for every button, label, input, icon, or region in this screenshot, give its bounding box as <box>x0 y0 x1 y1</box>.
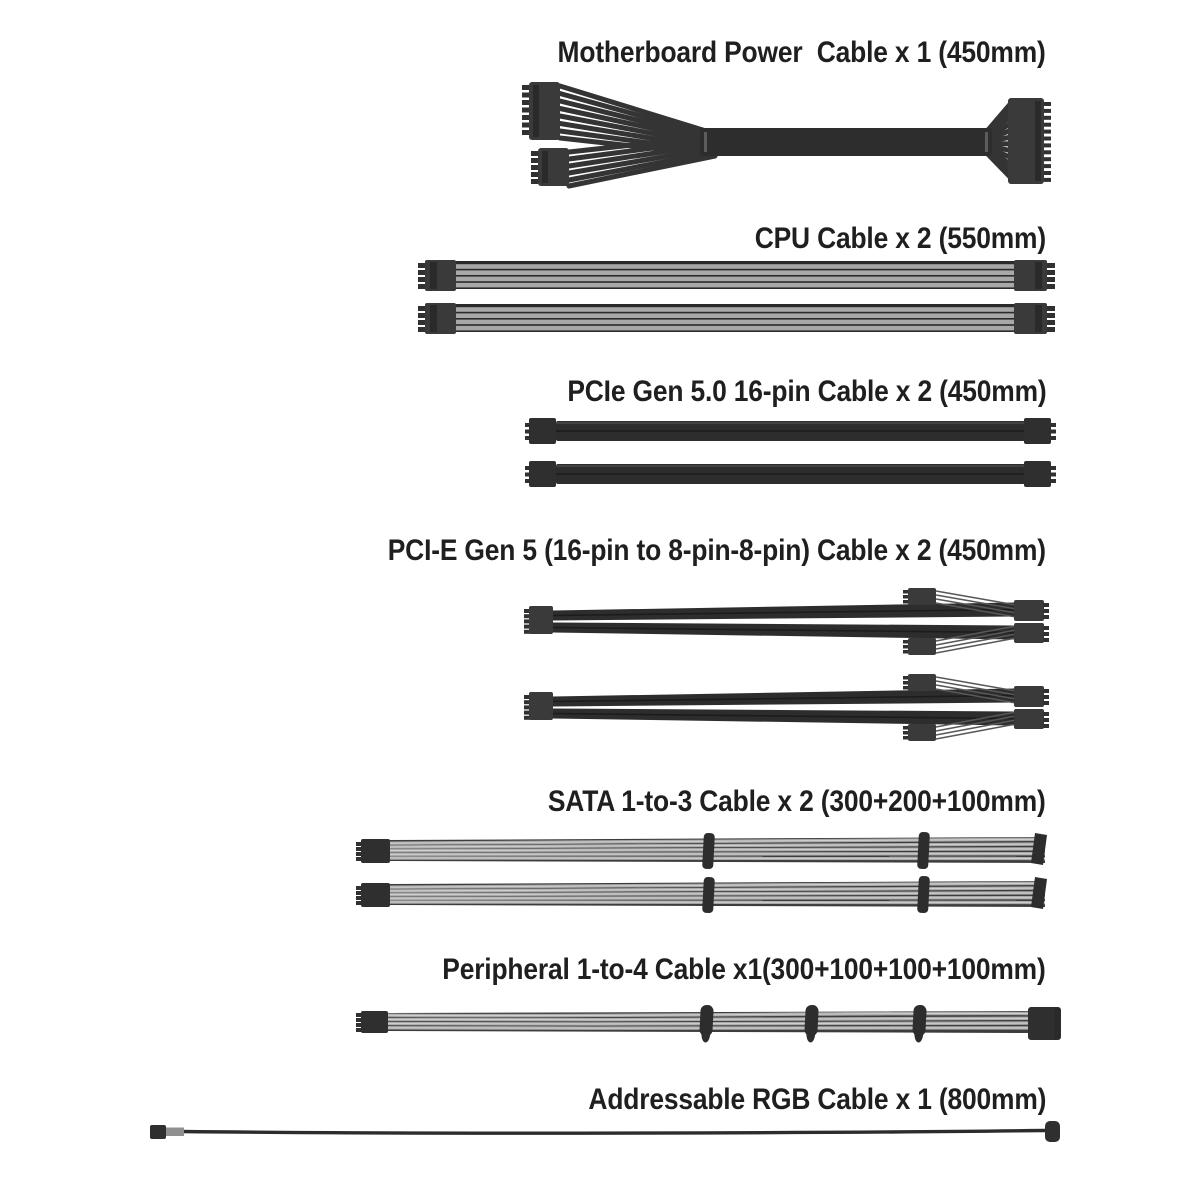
argb-cable-image <box>145 1116 1070 1148</box>
pcie-16pin-cable-1 <box>525 418 1056 444</box>
connector-18pin-left <box>522 82 560 140</box>
label-argb-cable: Addressable RGB Cable x 1 (800mm) <box>588 1083 1046 1116</box>
peripheral-connector-mid-1 <box>699 1005 714 1043</box>
sata-connector-mid-1 <box>702 833 715 870</box>
argb-sleeve <box>166 1128 184 1137</box>
label-sata-cable: SATA 1-to-3 Cable x 2 (300+200+100mm) <box>548 785 1046 818</box>
label-motherboard-power-cable: Motherboard Power Cable x 1 (450mm) <box>557 36 1046 69</box>
peripheral-cable <box>356 1005 1061 1043</box>
sata-cable-1 <box>356 832 1047 870</box>
sata-connector-mid-2 <box>917 876 930 914</box>
label-cpu-cable: CPU Cable x 2 (550mm) <box>754 222 1046 255</box>
cpu-cables-image <box>415 255 1060 345</box>
pcie-16pin-cables-image <box>525 415 1060 500</box>
label-peripheral-cable: Peripheral 1-to-4 Cable x1(300+100+100+100mm) <box>442 953 1046 986</box>
pcie-split-cables-image <box>520 580 1055 750</box>
peripheral-connector-mid-3 <box>912 1005 927 1043</box>
peripheral-connector-end <box>1028 1007 1061 1040</box>
pcie-split-cable-1 <box>524 588 1049 655</box>
sata-connector-mid-2 <box>917 832 930 870</box>
cpu-cable-1 <box>418 260 1055 291</box>
cpu-cable-2 <box>418 303 1055 334</box>
argb-connector-left <box>150 1125 166 1139</box>
pcie-split-cable-2 <box>524 674 1049 741</box>
sata-connector-mid-1 <box>702 877 715 914</box>
label-pcie-16pin-cable: PCIe Gen 5.0 16-pin Cable x 2 (450mm) <box>566 375 1046 408</box>
argb-connector-right <box>1045 1121 1060 1142</box>
sata-cable-2 <box>356 876 1047 914</box>
connector-10pin-left <box>531 148 569 186</box>
peripheral-connector-mid-2 <box>804 1005 819 1043</box>
cable-flat-sleeve <box>700 128 992 156</box>
label-pcie-split-cable: PCI-E Gen 5 (16-pin to 8-pin-8-pin) Cable x 2 (450mm) <box>387 534 1046 567</box>
argb-wire <box>182 1131 1045 1134</box>
peripheral-cable-image <box>355 1000 1070 1062</box>
motherboard-power-cable-image <box>520 78 1055 198</box>
sata-cables-image <box>355 830 1070 920</box>
pcie-16pin-cable-2 <box>525 461 1056 487</box>
connector-24pin-right <box>1008 98 1051 184</box>
